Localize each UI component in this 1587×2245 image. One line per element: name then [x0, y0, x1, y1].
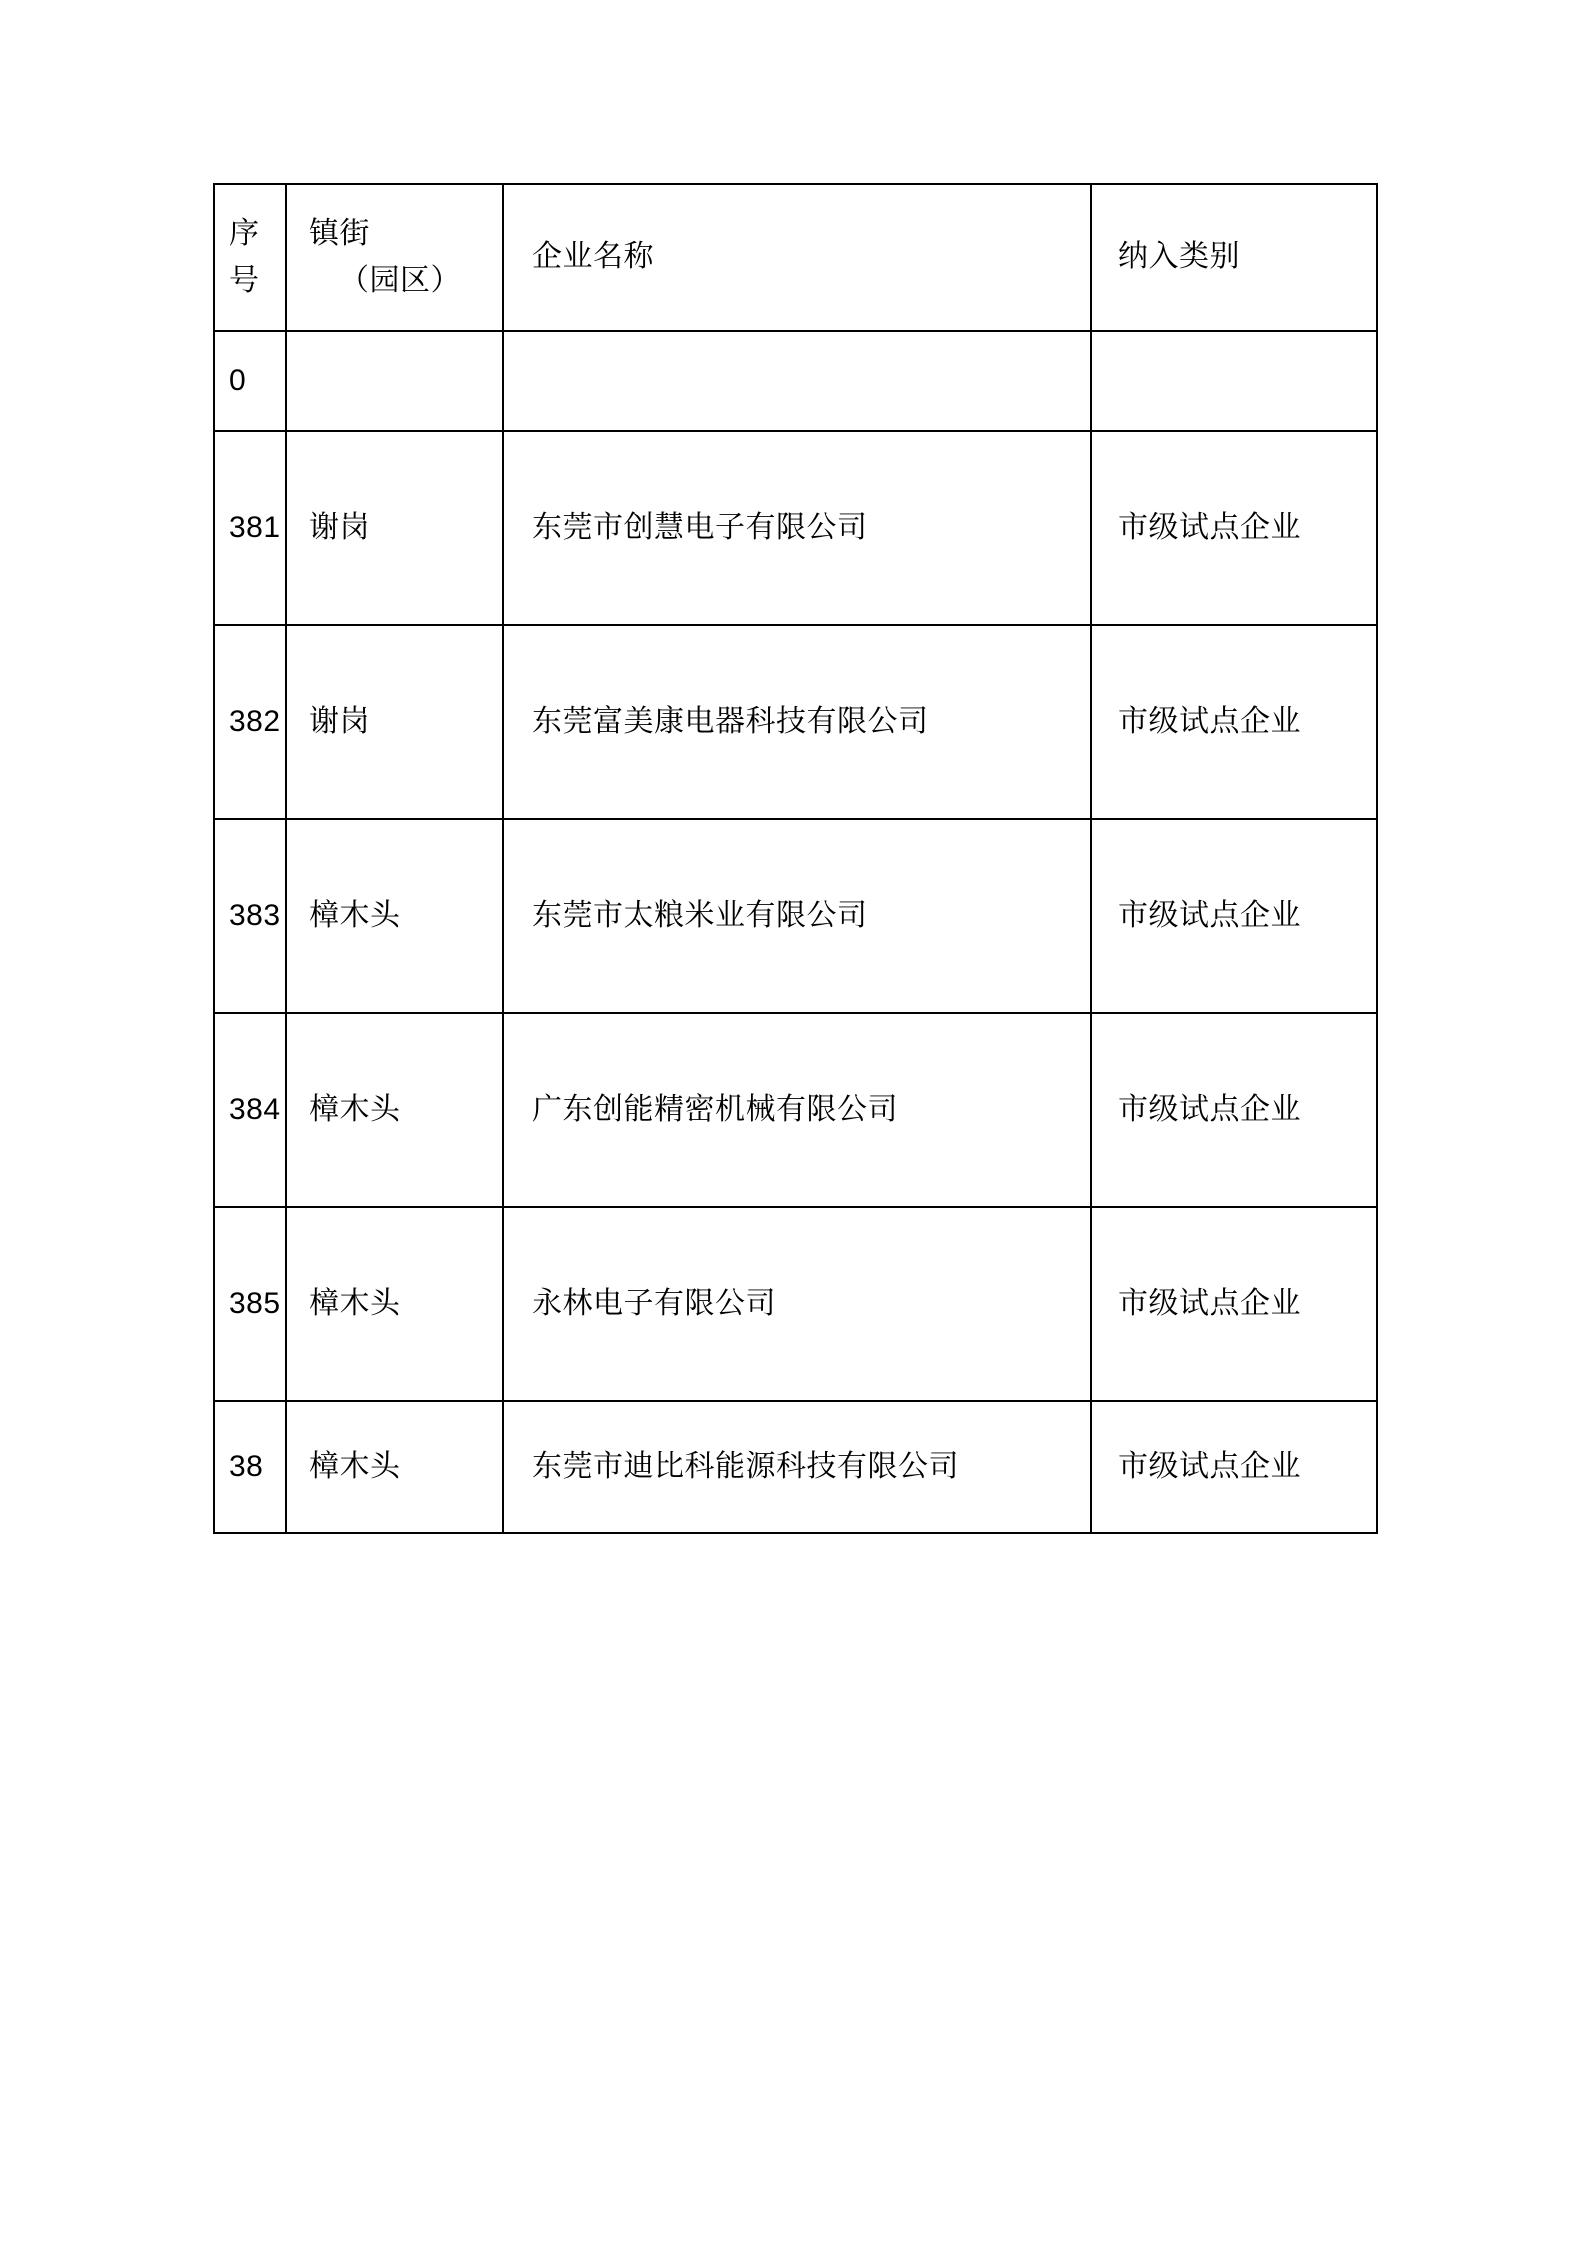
cell-town — [286, 625, 503, 819]
table-row — [214, 1207, 1377, 1401]
cell-seq — [214, 1013, 286, 1207]
value-category — [1092, 371, 1376, 391]
header-label-town-line1: 镇街 — [309, 217, 370, 250]
cell-name — [503, 819, 1091, 1013]
cell-town — [286, 1401, 503, 1533]
cell-town — [286, 431, 503, 625]
value-category: 市级试点企业 — [1118, 1449, 1301, 1483]
value-town: 樟木头 — [309, 1092, 401, 1126]
value-town: 谢岗 — [309, 510, 370, 544]
value-seq: 0 — [229, 363, 247, 397]
table-row — [214, 431, 1377, 625]
table-row — [214, 331, 1377, 431]
cell-seq — [214, 431, 286, 625]
header-label-seq: 序号 — [229, 217, 260, 297]
value-town: 谢岗 — [309, 704, 370, 738]
enterprise-table-container — [213, 183, 1376, 1534]
cell-seq — [214, 819, 286, 1013]
cell-category — [1091, 819, 1377, 1013]
table-row — [214, 819, 1377, 1013]
cell-category — [1091, 431, 1377, 625]
cell-town — [286, 1013, 503, 1207]
enterprise-table — [213, 183, 1378, 1534]
cell-town — [286, 1207, 503, 1401]
cell-name — [503, 431, 1091, 625]
header-cell-name — [503, 184, 1091, 331]
value-category: 市级试点企业 — [1118, 704, 1301, 738]
value-category: 市级试点企业 — [1118, 898, 1301, 932]
header-label-town — [287, 201, 502, 314]
value-seq: 385 — [229, 1286, 281, 1320]
cell-town — [286, 819, 503, 1013]
value-category: 市级试点企业 — [1118, 1286, 1301, 1320]
cell-town — [286, 331, 503, 431]
cell-seq — [214, 625, 286, 819]
value-category: 市级试点企业 — [1118, 1092, 1301, 1126]
value-name: 东莞市迪比科能源科技有限公司 — [532, 1449, 959, 1483]
value-seq: 38 — [229, 1449, 264, 1483]
cell-category — [1091, 625, 1377, 819]
header-cell-town — [286, 184, 503, 331]
header-label-category: 纳入类别 — [1118, 240, 1240, 274]
cell-seq — [214, 1401, 286, 1533]
cell-category — [1091, 1207, 1377, 1401]
value-town: 樟木头 — [309, 1449, 401, 1483]
cell-seq — [214, 1207, 286, 1401]
header-label-name: 企业名称 — [532, 240, 654, 274]
table-header-row — [214, 184, 1377, 331]
cell-name — [503, 1207, 1091, 1401]
table-row — [214, 625, 1377, 819]
table-row — [214, 1401, 1377, 1533]
cell-seq — [214, 331, 286, 431]
value-name: 东莞富美康电器科技有限公司 — [532, 704, 929, 738]
header-cell-category — [1091, 184, 1377, 331]
value-town: 樟木头 — [309, 898, 401, 932]
value-seq: 384 — [229, 1092, 281, 1126]
value-seq: 381 — [229, 510, 281, 544]
value-town: 樟木头 — [309, 1286, 401, 1320]
value-category: 市级试点企业 — [1118, 510, 1301, 544]
header-cell-seq — [214, 184, 286, 331]
value-name: 东莞市太粮米业有限公司 — [532, 898, 868, 932]
cell-name — [503, 331, 1091, 431]
value-name: 永林电子有限公司 — [532, 1286, 776, 1320]
value-seq: 383 — [229, 898, 281, 932]
value-name — [504, 371, 1090, 391]
value-name: 东莞市创慧电子有限公司 — [532, 510, 868, 544]
table-row — [214, 1013, 1377, 1207]
cell-category — [1091, 331, 1377, 431]
header-label-town-line2: （园区） — [339, 263, 461, 297]
value-seq: 382 — [229, 704, 281, 738]
cell-category — [1091, 1401, 1377, 1533]
cell-name — [503, 1013, 1091, 1207]
cell-category — [1091, 1013, 1377, 1207]
value-name: 广东创能精密机械有限公司 — [532, 1092, 898, 1126]
cell-name — [503, 625, 1091, 819]
cell-name — [503, 1401, 1091, 1533]
value-town — [287, 371, 502, 391]
